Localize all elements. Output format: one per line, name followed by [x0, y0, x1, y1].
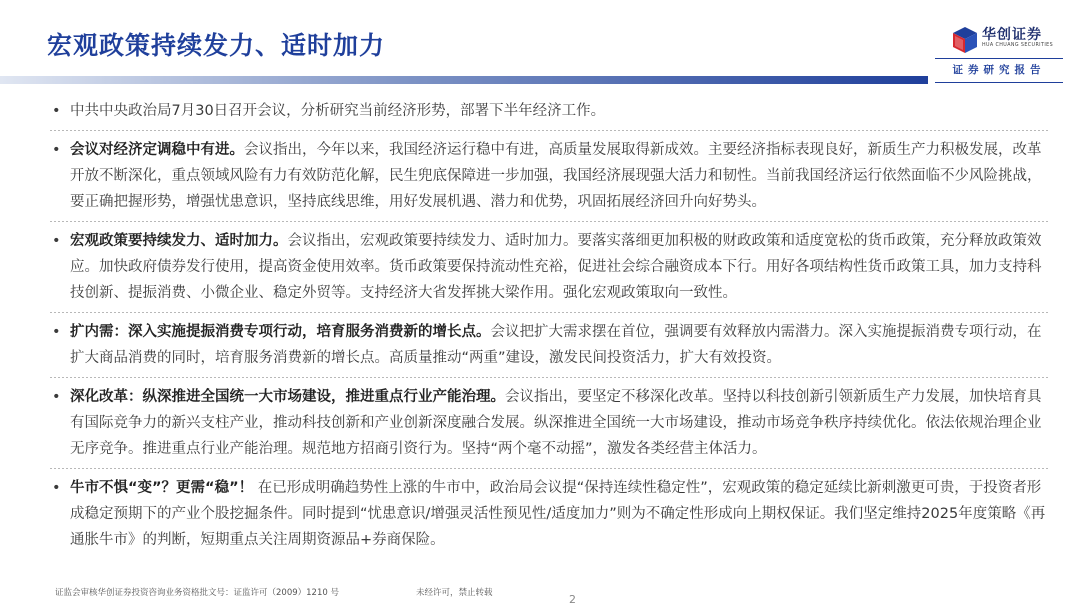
bullet-heading: 牛市不惧“变”？更需“稳”！	[70, 480, 254, 496]
dotted-divider	[50, 130, 1050, 131]
dotted-divider	[50, 468, 1050, 469]
logo-text-en: HUA CHUANG SECURITIES	[982, 43, 1054, 48]
page-number: 2	[569, 593, 576, 606]
bullet-text: 在已形成明确趋势性上涨的牛市中，政治局会议提“保持连续性稳定性”，宏观政策的稳定延续比新刺激更可贵，于投资者形成稳定预期下的产业个股挖掘条件。同时提到“忧患意识/增强灵活性预见性/适度加力”则为不确定性形成向上期权保证。我们坚定维持2025年度策略《再通胀牛市》的判断，短期重点关注周期资源品+券商保险。	[70, 480, 1046, 548]
bullet-heading: 深化改革：纵深推进全国统一大市场建设，推进重点行业产能治理。	[70, 389, 505, 405]
bullet-heading: 会议对经济定调稳中有进。	[70, 142, 244, 158]
logo-cube-icon	[952, 26, 978, 54]
bullet-item	[50, 228, 1050, 306]
bullet-dot: •	[52, 233, 61, 249]
bullet-text: 会议指出，要坚定不移深化改革。坚持以科技创新引领新质生产力发展，加快培育具有国际竞争力的新兴支柱产业，推动科技创新和产业创新深度融合发展。纵深推进全国统一大市场建设，推动市场竞争秩序持续优化。依法依规治理企业无序竞争。推进重点行业产能治理。规范地方招商引资行为。坚持“两个毫不动摇”，激发各类经营主体活力。	[70, 389, 1042, 457]
bullet-item	[50, 98, 1050, 124]
bullet-item	[50, 384, 1050, 462]
bullet-text: 会议指出，宏观政策要持续发力、适时加力。要落实落细更加积极的财政政策和适度宽松的货币政策，充分释放政策效应。加快政府债券发行使用，提高资金使用效率。货币政策要保持流动性充裕，促进社会综合融资成本下行。用好各项结构性货币政策工具，加力支持科技创新、提振消费、小微企业、稳定外贸等。支持经济大省发挥挑大梁作用。强化宏观政策取向一致性。	[70, 233, 1042, 301]
bullet-text: 会议把扩大需求摆在首位，强调要有效释放内需潜力。深入实施提振消费专项行动，在扩大商品消费的同时，培育服务消费新的增长点。高质量推动“两重”建设，激发民间投资活力，扩大有效投资。	[70, 324, 1042, 366]
bullet-text: 会议指出，今年以来，我国经济运行稳中有进，高质量发展取得新成效。主要经济指标表现良好，新质生产力积极发展，改革开放不断深化，重点领域风险有力有效防范化解，民生兜底保障进一步加强，我国经济展现强大活力和韧性。当前我国经济运行依然面临不少风险挑战，要正确把握形势，增强忧患意识，坚持底线思维，用好发展机遇、潜力和优势，巩固拓展经济回升向好势头。	[70, 142, 1042, 210]
bullet-list	[50, 98, 1050, 553]
footer-notice: 未经许可，禁止转载	[416, 588, 493, 598]
bullet-dot: •	[52, 103, 61, 119]
bullet-text: 中共中央政治局7月30日召开会议，分析研究当前经济形势，部署下半年经济工作。	[70, 103, 606, 119]
bullet-heading: 宏观政策要持续发力、适时加力。	[70, 233, 288, 249]
bullet-item	[50, 137, 1050, 215]
bullet-dot: •	[52, 324, 61, 340]
logo-text-cn: 华创证券	[982, 27, 1042, 43]
page-title: 宏观政策持续发力、适时加力	[47, 31, 386, 60]
bullet-heading: 扩内需：深入实施提振消费专项行动，培育服务消费新的增长点。	[70, 324, 491, 340]
company-logo	[952, 22, 1062, 58]
dotted-divider	[50, 377, 1050, 378]
bullet-dot: •	[52, 480, 61, 496]
bullet-dot: •	[52, 142, 61, 158]
dotted-divider	[50, 312, 1050, 313]
bullet-item	[50, 319, 1050, 371]
dotted-divider	[50, 221, 1050, 222]
bullet-dot: •	[52, 389, 61, 405]
section-label: 证券研究报告	[935, 58, 1063, 83]
bullet-item	[50, 475, 1050, 553]
header-gradient-bar	[0, 76, 928, 84]
footer-license: 证监会审核华创证券投资咨询业务资格批文号：证监许可（2009）1210 号	[55, 588, 339, 598]
